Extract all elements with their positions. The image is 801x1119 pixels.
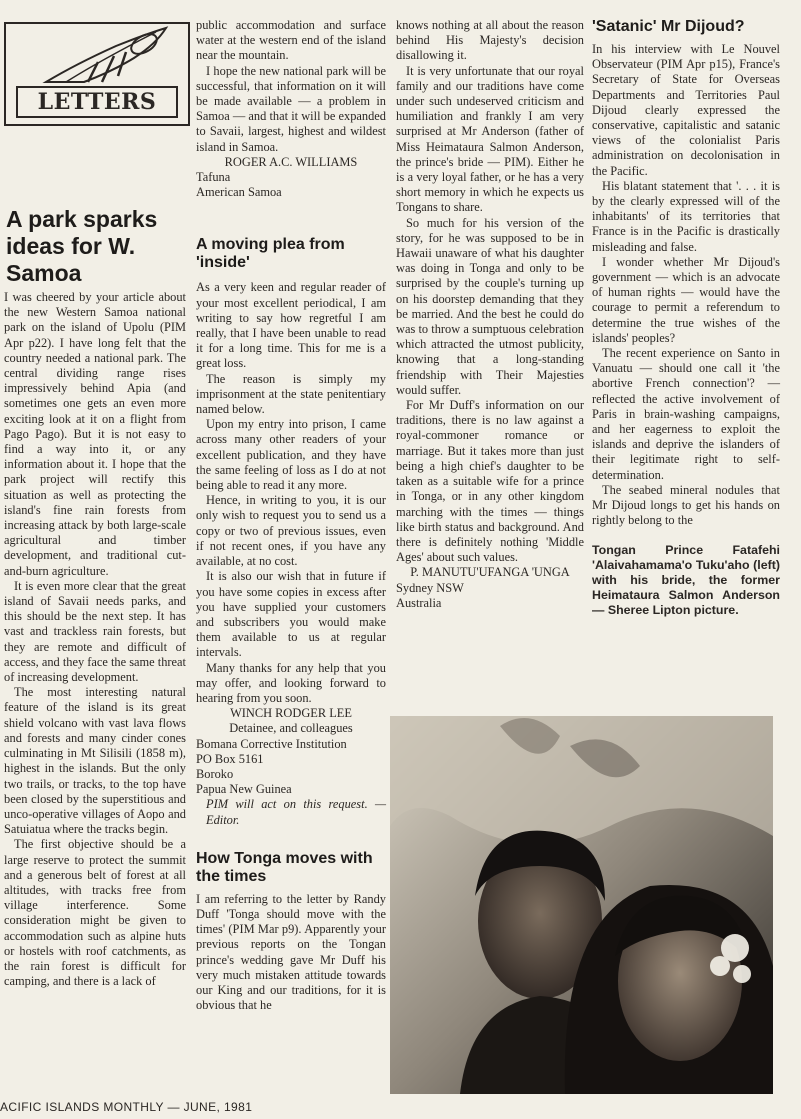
column-3 [396, 18, 584, 611]
letter2-paragraph: Many thanks for any help that you may offer, and looking forward to hearing from you soon. [196, 660, 386, 705]
letter1-paragraph: The first objective should be a large reserve to protect the summit and a generous belt of forest at all altitudes, with tracks free from village interference. Some consideration might be given to accommodation such as alpine huts or hostels with roof catchments, as the rain forest is difficult for camping, and there is a lack of [4, 837, 186, 989]
letter1-headline: A park sparks ideas for W. Samoa [6, 206, 158, 286]
letter2-paragraph: Hence, in writing to you, it is our only wish to request you to send us a copy or two of previous issues, even if not recent ones, if you have any available, at no cost. [196, 493, 386, 569]
letter3-place: Australia [396, 595, 442, 610]
letter2-paragraph: It is also our wish that in future if you have some copies in excess after you have supplied your customers and subscribers you would make them available to us at regular intervals. [196, 569, 386, 660]
letter1-paragraph: The most interesting natural feature of the island is its great shield volcano with vast lava flows and forests and many cinder cones culminating in Mt Silisili (1858 m), highest in the islands. But the only two trails, or tracks, to the top have been closed by the superstitious and unco-operative villages of Aopo and Satuiatua where the tracks begin. [4, 685, 186, 837]
letter3-paragraph: It is very unfortunate that our royal family and our traditions have come under such undeserved criticism and humiliation and frankly I am very surprised at Mr Anderson (father of Miss Heimataura Salmon Anderson, the prince's bride — PIM). Either he is a very loyal father, or he has a very short memory in which he expects us Tongans to share. [396, 63, 584, 215]
letter3-signature: P. MANUTU'UFANGA 'UNGA [410, 565, 570, 580]
letter1-place: American Samoa [196, 185, 282, 200]
letter2-paragraph: As a very keen and regular reader of your most excellent periodical, I am writing to say how regretful I am really, that I have been unable to read it for a long time. This for me is a great loss. [196, 280, 386, 371]
letter3-place: Sydney NSW [396, 580, 464, 595]
letter1-paragraph: public accommodation and surface water at the western end of the island near the mountain. [196, 18, 386, 63]
letter2-place: PO Box 5161 [196, 751, 264, 766]
letter1-paragraph: I hope the new national park will be successful, that information on it will be made available — a problem in Samoa — and that it will be expanded to Savaii, largest, highest and wildest island in Samoa. [196, 63, 386, 154]
letter4-paragraph: The seabed mineral nodules that Mr Dijoud longs to get his hands on rightly belong to the [592, 482, 780, 528]
letter2-signature: WINCH RODGER LEE [230, 706, 352, 721]
letters-title: LETTERS [16, 86, 178, 118]
letter3-headline: How Tonga moves with the times [196, 849, 373, 885]
editor-note: PIM will act on this request. — Editor. [206, 797, 386, 827]
wedding-photo [390, 716, 773, 1094]
letter1-signature: ROGER A.C. WILLIAMS [224, 154, 358, 169]
letter2-place: Papua New Guinea [196, 782, 292, 797]
letter4-paragraph: In his interview with Le Nouvel Observateur (PIM Apr p15), France's Secretary of State for Overseas Departments and Territories Paul Dijoud clearly expressed the conservative, capitalistic and satanic views of the colonialist Paris administration on decolonisation in the Pacific. [592, 42, 780, 178]
letter4-paragraph: The recent experience on Santo in Vanuatu — should one call it 'the abortive French connection'? — reflected the active involvement of Paris in brain-washing campaigns, and her eagerness to exploit the islands and deprive the islanders of their legitimate right to self-determination. [592, 346, 780, 482]
letter2-paragraph: Upon my entry into prison, I came across many other readers of your excellent publication, and they have the same feeling of loss as I do at not being able to read it any more. [196, 417, 386, 493]
column-2 [196, 18, 386, 1013]
column-4 [592, 18, 780, 619]
letter2-place: Bomana Corrective Institution [196, 736, 347, 751]
letter3-paragraph: I am referring to the letter by Randy Duff 'Tonga should move with the times' (PIM Mar p9). Apparently your previous reports on the Tongan prince's wedding gave Mr Duff his very much mistaken attitude towards our King and our traditions, for it is obvious that he [196, 891, 386, 1013]
photo-caption: Tongan Prince Fatafehi 'Alaivahamama'o Tuku'aho (left) with his bride, the former Heimataura Salmon Anderson — Sheree Lipton picture. [592, 542, 780, 618]
letter1-paragraph: It is even more clear that the great island of Savaii needs parks, and this should be the next step. It has vast and trackless rain forests, but they are remote and difficult of access, and they face the same threat of increasing development. [4, 578, 186, 685]
letter1-place: Tafuna [196, 170, 231, 185]
letter3-paragraph: knows nothing at all about the reason behind His Majesty's decision disallowing it. [396, 18, 584, 63]
letter2-paragraph: The reason is simply my imprisonment at the state penitentiary named below. [196, 371, 386, 417]
letter2-signature-line2: Detainee, and colleagues [229, 721, 353, 736]
letter2-headline: A moving plea from 'inside' [196, 236, 345, 272]
letters-logo [4, 22, 190, 126]
letter2-place: Boroko [196, 766, 234, 781]
letter1-paragraph: I was cheered by your article about the new Western Samoa national park on the island of Upolu (PIM Apr p22). I have long felt that the country needed a national park. The central dividing range rises impressively behind Apia (and sometimes one gets an even more exciting look at it on a flight from Pago Pago). But it is not easy to find a way into it, or any information about it. I hope that the park project will rectify this situation as well as protecting the island's fine rain forests from increasing attack by both large-scale agricultural and timber development, and traditional cut-and-burn agriculture. [4, 290, 186, 578]
letter4-paragraph: His blatant statement that '. . . it is by the clearly expressed will of the inhabitants' of its territories that France is in the Pacific is drastically misleading and false. [592, 178, 780, 254]
letter4-paragraph: I wonder whether Mr Dijoud's government — which is an advocate of human rights — would have the courage to permit a referendum to determine the true wishes of the islands' peoples? [592, 254, 780, 345]
page-footer: ACIFIC ISLANDS MONTHLY — JUNE, 1981 [0, 1100, 253, 1114]
letter4-headline: 'Satanic' Mr Dijoud? [592, 18, 745, 35]
letter3-paragraph: For Mr Duff's information on our traditions, there is no law against a royal-commoner romance or marriage. But it takes more than just being a high chief's daughter to be taken as a suitable wife for a prince in Tonga, or in any other kingdom marching with the times — things like birth status and background. And there is definitely nothing 'Middle Ages' about such values. [396, 398, 584, 565]
letter3-paragraph: So much for his version of the story, for he was supposed to be in Hawaii unaware of what his daughter was doing in Tonga and only to be surprised by the couple's turning up on his doorstep demanding that they be married. And the best he could do was to throw a sumptuous celebration which attracted the utmost publicity, knowing that a long-standing friendship with Their Majesties would suffer. [396, 215, 584, 397]
letter1-body [4, 290, 186, 989]
